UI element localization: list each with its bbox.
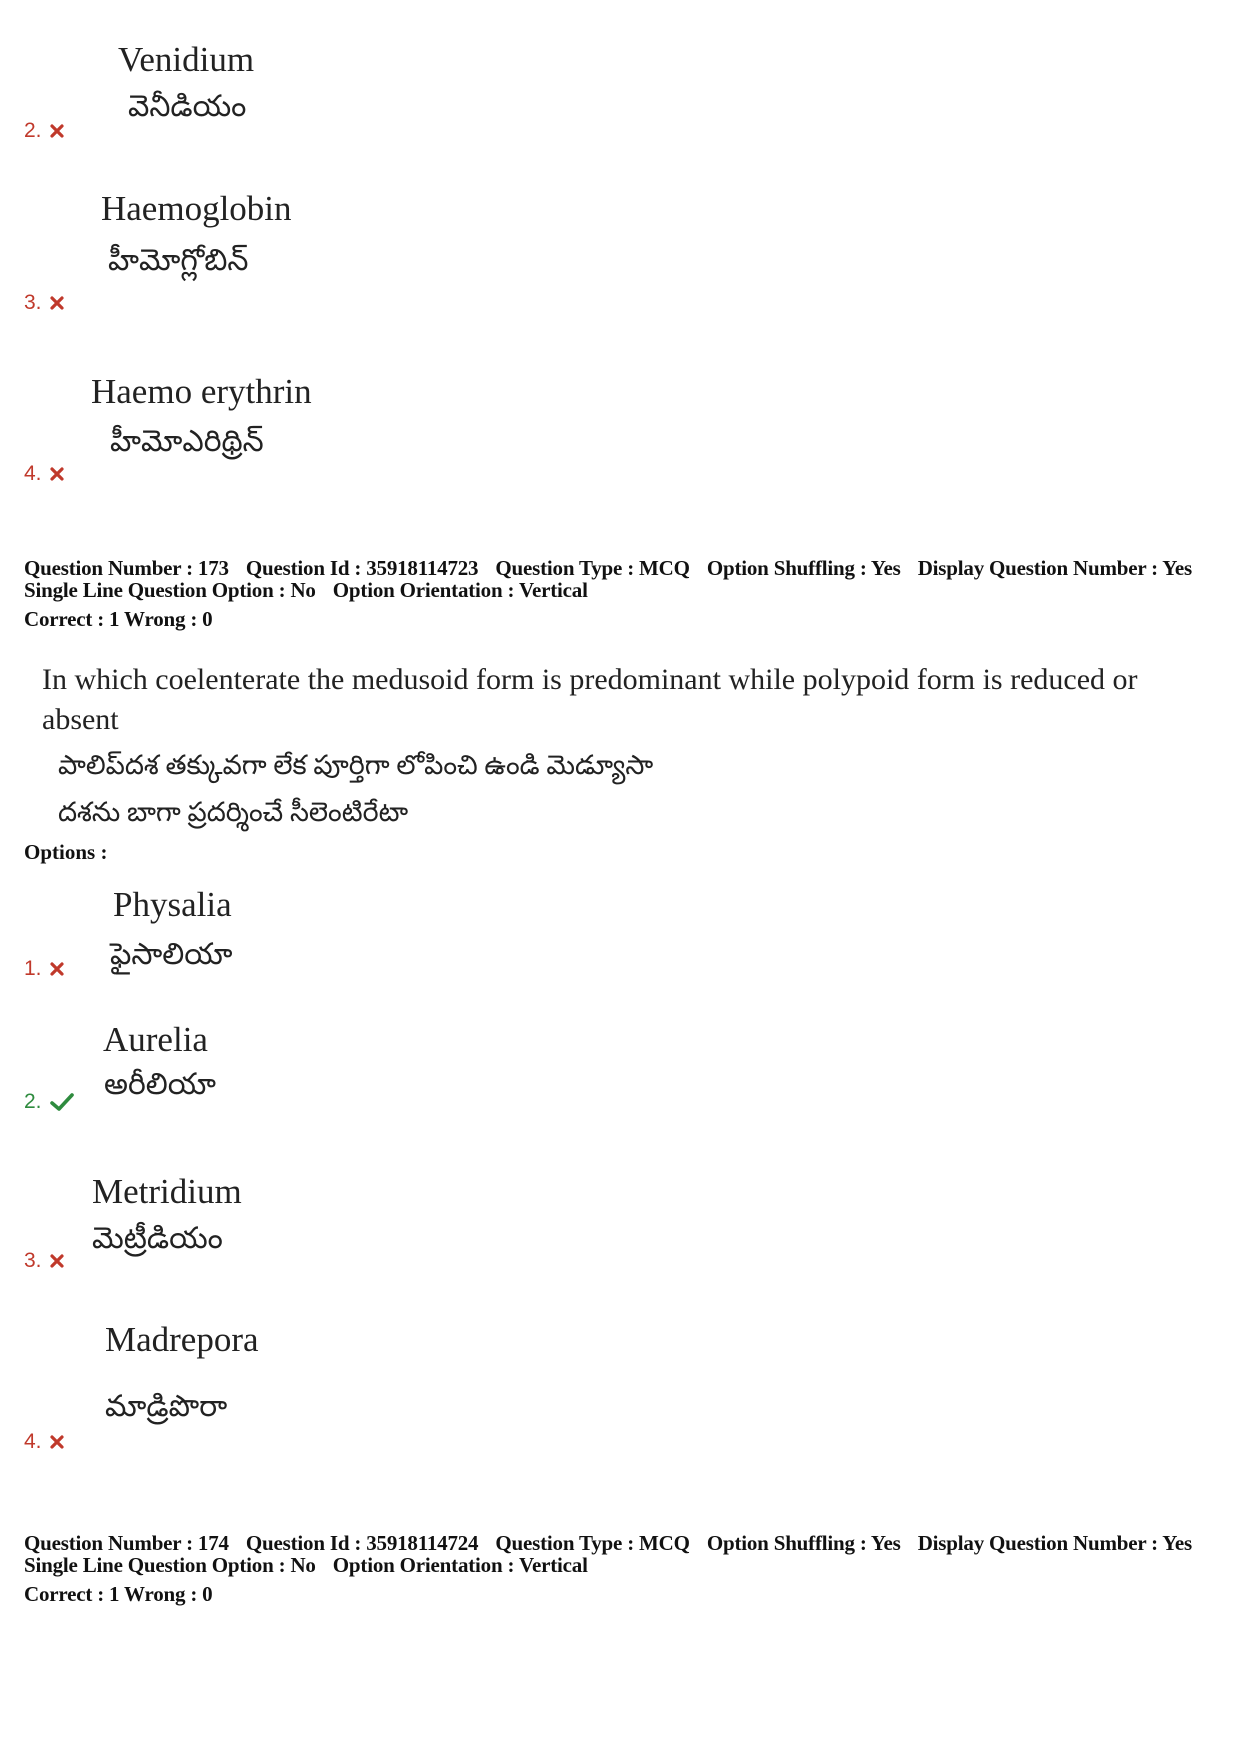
meta-score: Correct : 1 Wrong : 0 (24, 607, 213, 631)
option-text-te: మాడ్రిపొరా (105, 1390, 228, 1423)
meta-single-line: Single Line Question Option : No (24, 1553, 316, 1577)
meta-display-number: Display Question Number : Yes (917, 1531, 1192, 1555)
option-text-en: Aurelia (103, 1020, 208, 1059)
meta-option-shuffling: Option Shuffling : Yes (706, 1531, 901, 1555)
question-text-te-line-2: దశను బాగా ప్రదర్శించే సీలెంటిరేటా (58, 797, 409, 827)
meta-question-type: Question Type : MCQ (495, 556, 690, 580)
meta-question-id: Question Id : 35918114724 (245, 1531, 479, 1555)
question-meta-173 (24, 557, 1192, 630)
meta-score: Correct : 1 Wrong : 0 (24, 1582, 213, 1606)
option-number-row (24, 1090, 74, 1117)
question-text-en: In which coelenterate the medusoid form is predominant while polypoid form is reduced or absent (42, 663, 1138, 736)
question-text-te-line-1: పాలిప్‌దశ తక్కువగా లేక పూర్తిగా లోపించి ఉండి మెడ్యూసా (58, 750, 654, 780)
option-text-te: ఫైసాలియా (110, 938, 233, 971)
option-text-en: Physalia (113, 885, 232, 924)
cross-icon (50, 296, 64, 315)
cross-icon (50, 467, 64, 486)
option-number: 1. (24, 957, 42, 980)
meta-question-number: Question Number : 173 (24, 556, 229, 580)
cross-icon (50, 124, 64, 143)
option-number: 2. (24, 1090, 42, 1113)
option-number-row (24, 291, 64, 315)
option-text-te: వెనీడియం (128, 90, 247, 123)
option-text-te: మెట్రీడియం (92, 1222, 223, 1255)
option-number: 4. (24, 1430, 42, 1453)
cross-icon (50, 962, 64, 981)
meta-orientation: Option Orientation : Vertical (332, 1553, 588, 1577)
option-text-en: Venidium (118, 40, 255, 79)
option-number-row (24, 957, 64, 981)
meta-line-2 (24, 579, 1192, 601)
checkmark-icon (50, 1092, 74, 1117)
meta-option-shuffling: Option Shuffling : Yes (706, 556, 901, 580)
meta-line-2 (24, 1554, 1192, 1576)
option-text-en: Haemo erythrin (91, 372, 312, 411)
option-number: 2. (24, 119, 42, 142)
cross-icon (50, 1254, 64, 1273)
option-number: 4. (24, 462, 42, 485)
meta-display-number: Display Question Number : Yes (917, 556, 1192, 580)
option-text-en: Metridium (92, 1172, 242, 1211)
meta-question-type: Question Type : MCQ (495, 1531, 690, 1555)
option-text-en: Madrepora (105, 1320, 259, 1359)
option-number: 3. (24, 1249, 42, 1272)
option-number-row (24, 119, 64, 143)
meta-line-1 (24, 557, 1192, 579)
option-number-row (24, 1249, 64, 1273)
option-number-row (24, 462, 64, 486)
meta-single-line: Single Line Question Option : No (24, 578, 316, 602)
question-meta-174 (24, 1532, 1192, 1605)
option-text-te: హీమోఎరిథ్రిన్ (110, 425, 264, 458)
meta-orientation: Option Orientation : Vertical (332, 578, 588, 602)
meta-question-number: Question Number : 174 (24, 1531, 229, 1555)
option-text-te: హీమోగ్లోబిన్ (108, 244, 249, 277)
meta-question-id: Question Id : 35918114723 (245, 556, 479, 580)
cross-icon (50, 1435, 64, 1454)
meta-line-1 (24, 1532, 1192, 1554)
option-number: 3. (24, 291, 42, 314)
option-text-te: అరీలియా (104, 1068, 216, 1101)
option-text-en: Haemoglobin (101, 189, 292, 228)
options-label: Options : (24, 840, 108, 864)
option-number-row (24, 1430, 64, 1454)
